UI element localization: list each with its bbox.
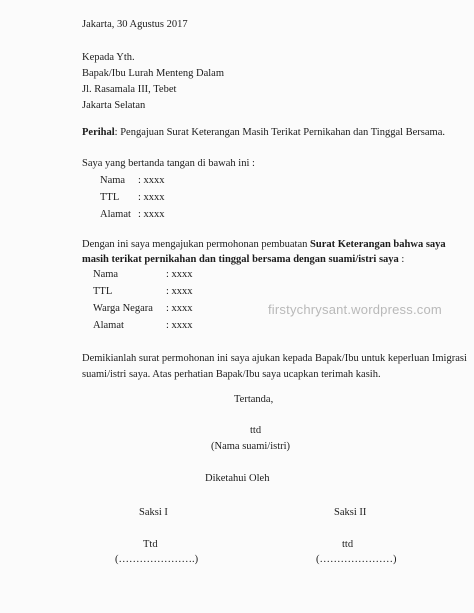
spouse-value-alamat: : xxxx (166, 320, 193, 331)
subject-text: : Pengajuan Surat Keterangan Masih Terikat Pernikahan dan Tinggal Bersama. (114, 127, 446, 138)
applicant-value-ttl: : xxxx (138, 192, 165, 203)
acknowledged-label: Diketahui Oleh (205, 473, 270, 484)
request-line-1-bold: Surat Keterangan bahwa saya (310, 239, 446, 250)
spouse-label-nama: Nama (93, 269, 119, 280)
recipient-name: Bapak/Ibu Lurah Menteng Dalam (82, 68, 224, 79)
signature-regards: Tertanda, (234, 394, 274, 405)
witness-1-name: (………………….) (115, 554, 199, 565)
applicant-value-nama: : xxxx (138, 175, 165, 186)
witness-1-ttd: Ttd (143, 539, 158, 550)
witness-2-title: Saksi II (334, 507, 367, 518)
request-line-2-plain: : (398, 254, 405, 265)
witness-2-ttd: ttd (342, 539, 354, 550)
letter-date: Jakarta, 30 Agustus 2017 (82, 19, 188, 30)
spouse-value-ttl: : xxxx (166, 286, 193, 297)
signature-ttd: ttd (250, 425, 262, 436)
closing-line-1: Demikianlah surat permohonan ini saya ajukan kepada Bapak/Ibu untuk keperluan Imigrasi (82, 353, 467, 364)
spouse-value-nama: : xxxx (166, 269, 193, 280)
spouse-value-warga-negara: : xxxx (166, 303, 193, 314)
witness-2-name: (…………………) (316, 554, 397, 565)
intro-text: Saya yang bertanda tangan di bawah ini : (82, 158, 255, 169)
spouse-label-warga-negara: Warga Negara (93, 303, 153, 314)
subject-label: Perihal (82, 127, 115, 138)
request-line-1-plain: Dengan ini saya mengajukan permohonan pembuatan (82, 239, 311, 250)
applicant-label-ttl: TTL (100, 192, 120, 203)
request-line-2-bold: masih terikat pernikahan dan tinggal bersama dengan suami/istri saya (82, 254, 399, 265)
spouse-label-alamat: Alamat (93, 320, 124, 331)
recipient-salutation: Kepada Yth. (82, 52, 135, 63)
request-line-2 (82, 253, 404, 266)
applicant-value-alamat: : xxxx (138, 209, 165, 220)
request-line-1 (82, 238, 446, 251)
witness-1-title: Saksi I (139, 507, 168, 518)
applicant-label-alamat: Alamat (100, 209, 131, 220)
recipient-address: Jl. Rasamala III, Tebet (82, 84, 177, 95)
applicant-label-nama: Nama (100, 175, 126, 186)
signature-name: (Nama suami/istri) (211, 441, 291, 452)
closing-line-2: suami/istri saya. Atas perhatian Bapak/Ibu saya ucapkan terimah kasih. (82, 369, 381, 380)
spouse-label-ttl: TTL (93, 286, 113, 297)
subject-line (82, 126, 445, 139)
recipient-city: Jakarta Selatan (82, 100, 146, 111)
watermark-text: firstychrysant.wordpress.com (268, 302, 442, 317)
